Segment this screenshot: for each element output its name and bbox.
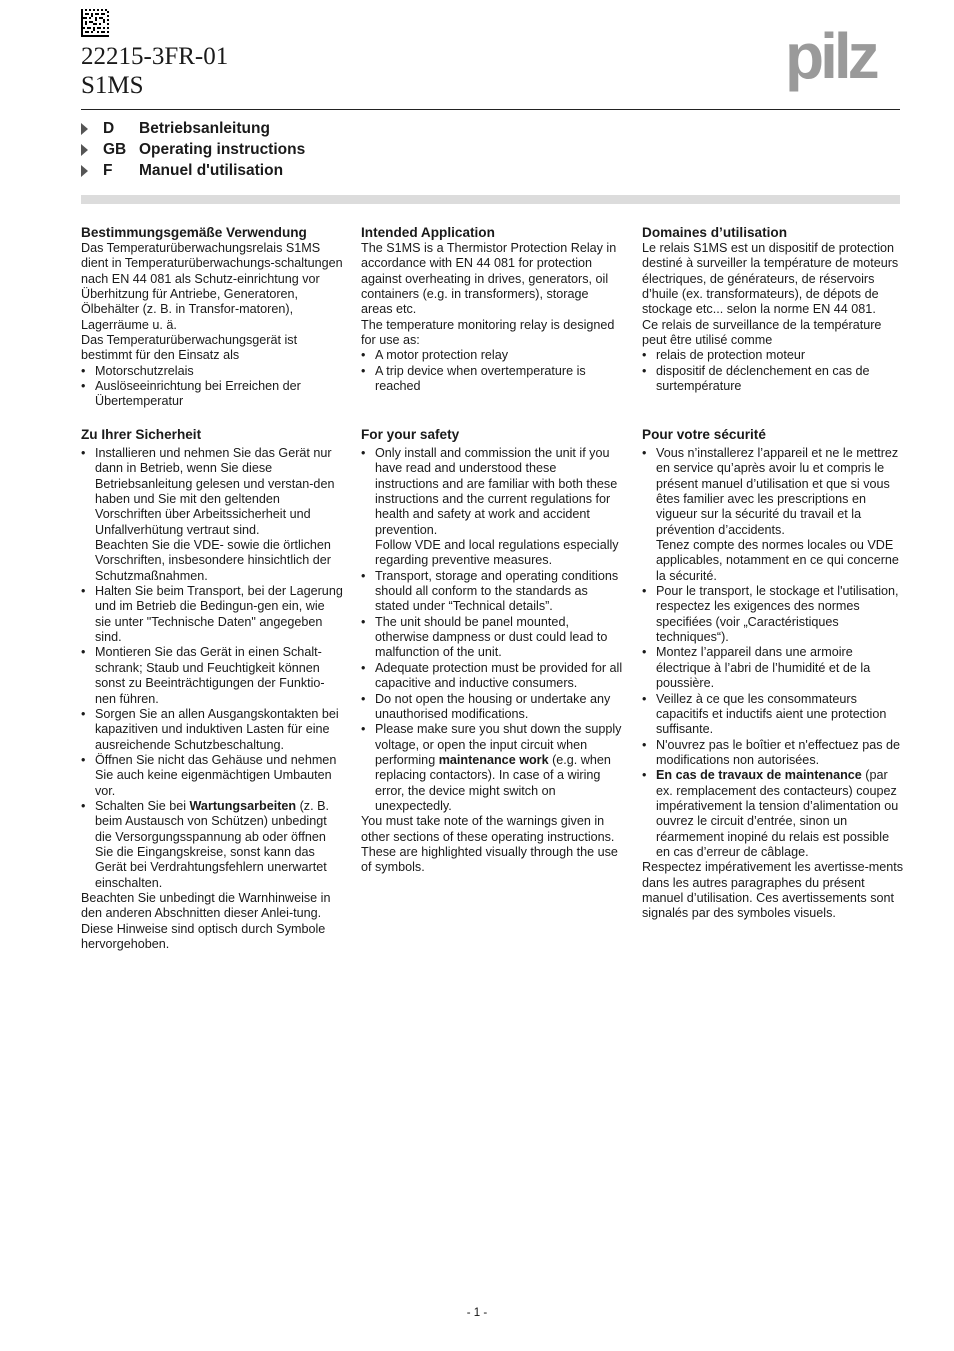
- paragraph: Das Temperaturüberwachungsrelais S1MS dient in Temperaturüberwachungs-schaltungen nach EN 44 081 als Schutz-einrichtung vor Überhitzung für Antriebe, Generatoren, Ölbehälter (z. B. in Transfor-matoren), Lagerräume u. ä.: [81, 241, 343, 332]
- triangle-right-icon: [81, 165, 103, 177]
- list-item: • Halten Sie beim Transport, bei der Lagerung und im Betrieb die Bedingun-gen ein, wie sie unter "Technische Daten" angegeben sind.: [81, 584, 343, 645]
- list-item: • A motor protection relay: [361, 348, 623, 363]
- list-item: • Sorgen Sie an allen Ausgangskontakten bei kapazitiven und induktiven Lasten für eine ausreichende Schutzbeschaltung.: [81, 707, 343, 753]
- list-item: • Montieren Sie das Gerät in einen Schalt-schrank; Staub und Feuchtigkeit können sonst zu Beeinträchtigungen der Funktio-nen führen.: [81, 645, 343, 706]
- paragraph: Ce relais de surveillance de la température peut être utilisé comme: [642, 317, 882, 348]
- section-title: Intended Application: [361, 225, 495, 240]
- section-title: Pour votre sécurité: [642, 427, 766, 442]
- text-run: (z. B. beim Austausch von Schützen) unbedingt die Versorgungsspannung ab oder öffnen Sie die Eingangskreise, sonst kann das Gerät bei Verdrahtungsfehlern unerwartet einschalten.: [95, 798, 329, 890]
- list-item: • N'ouvrez pas le boîtier et n'effectuez pas de modifications non autorisées.: [642, 738, 904, 769]
- language-list: [81, 118, 305, 181]
- bullet-list: [81, 446, 343, 891]
- list-item: • Pour le transport, le stockage et l'utilisation, respectez les exigences des normes specifiées (voir „Caractéristiques techniques“).: [642, 584, 904, 645]
- list-item: • Motorschutzrelais: [81, 364, 343, 379]
- bullet-list: [81, 364, 343, 410]
- list-item: [81, 799, 343, 891]
- text-run: Please make sure you shut down the supply voltage, or open the input circuit when performing: [375, 722, 622, 767]
- language-label: Betriebsanleitung: [139, 119, 270, 137]
- list-item: • Öffnen Sie nicht das Gehäuse und nehmen Sie auch keine eigenmächtigen Umbauten vor.: [81, 753, 343, 799]
- safety-section: [642, 427, 904, 922]
- list-item-text: Only install and commission the unit if you have read and understood these instructions and are familiar with both these instructions and the current regulations for health and safety at work and accident prevention.: [375, 446, 618, 537]
- list-item-text: Beachten Sie die VDE- sowie die örtlichen Vorschriften, insbesondere hinsichtlich der Schutzmaßnahmen.: [95, 538, 331, 583]
- list-item: • A trip device when overtemperature is reached: [361, 364, 623, 395]
- list-item: • relais de protection moteur: [642, 348, 904, 363]
- paragraph: You must take note of the warnings given in other sections of these operating instructions. These are highlighted visually through the use of symbols.: [361, 814, 618, 875]
- list-item: • Montez l’appareil dans une armoire électrique à l’abri de l’humidité et de la poussière.: [642, 645, 904, 691]
- emphasis: Wartungsarbeiten: [189, 798, 297, 813]
- list-item: • Adequate protection must be provided for all capacitive and inductive consumers.: [361, 661, 623, 692]
- column-german: [81, 225, 343, 951]
- paragraph: The S1MS is a Thermistor Protection Relay in accordance with EN 44 081 for protection against overheating in drives, generators, oil containers (e.g. in transformers), storage areas etc.: [361, 241, 617, 317]
- emphasis: maintenance work: [438, 752, 549, 767]
- list-item-text: Tenez compte des normes locales ou VDE applicables, notamment en ce qui concerne la sécurité.: [656, 538, 899, 583]
- list-item: • Do not open the housing or undertake any unauthorised modifications.: [361, 692, 623, 723]
- triangle-right-icon: [81, 144, 103, 156]
- triangle-right-icon: [81, 123, 103, 135]
- document-id: [81, 42, 228, 100]
- bullet-list: [642, 446, 904, 860]
- list-item: [642, 768, 904, 860]
- section-title: For your safety: [361, 427, 460, 442]
- paragraph: The temperature monitoring relay is designed for use as:: [361, 317, 615, 348]
- list-item: • The unit should be panel mounted, otherwise dampness or dust could lead to malfunction of the unit.: [361, 615, 623, 661]
- section-separator-bar: [81, 195, 900, 204]
- section-title: Zu Ihrer Sicherheit: [81, 427, 202, 442]
- paragraph: Le relais S1MS est un dispositif de protection destiné à surveiller la température de moteurs électriques, de générateurs, de réservoirs d’huile (ex. transformateurs), de dépots de stockage etc... selon la norme EN 44 081.: [642, 241, 899, 317]
- column-french: [642, 225, 904, 921]
- text-run: (e.g. when replacing contactors). In case of a wiring error, the device might switch on unexpectedly.: [375, 752, 611, 813]
- language-label: Operating instructions: [139, 140, 306, 158]
- bullet-list: [361, 446, 623, 814]
- safety-section: [361, 427, 623, 876]
- svg-text:pilz: pilz: [785, 28, 876, 92]
- list-item: • dispositif de déclenchement en cas de surtempérature: [642, 364, 904, 395]
- text-run: (par ex. remplacement des contacteurs) coupez impérativement la tension d’alimentation ou ouvrez le circuit d’entrée, sinon un réarmement inopiné du relais est possible en cas d’erreur de câblage.: [656, 768, 899, 859]
- paragraph: Das Temperaturüberwachungsgerät ist bestimmt für den Einsatz als: [81, 333, 298, 363]
- language-code: GB: [103, 140, 127, 158]
- list-item: • Veillez à ce que les consommateurs capacitifs et inductifs aient une protection suffisante.: [642, 692, 904, 738]
- bullet-list: [361, 348, 623, 394]
- language-item-fr: [81, 160, 305, 181]
- list-item: [642, 446, 904, 584]
- language-item-de: [81, 118, 305, 139]
- header-divider: [81, 109, 900, 110]
- emphasis: En cas de travaux de maintenance: [656, 768, 862, 783]
- list-item: [361, 722, 623, 814]
- list-item-text: Installieren und nehmen Sie das Gerät nur dann in Betrieb, wenn Sie diese Betriebsanleitung gelesen und verstan-den haben und Sie mit den geltenden Vorschriften über Arbeitssicherheit und Unfallverhütung vertraut sind.: [95, 446, 335, 537]
- language-item-gb: [81, 139, 305, 160]
- list-item-text: Follow VDE and local regulations especially regarding preventive measures.: [375, 538, 619, 568]
- list-item: [361, 446, 623, 569]
- page-number: - 1 -: [466, 1307, 488, 1319]
- bullet-list: [642, 348, 904, 394]
- doc-number: 22215-3FR-01: [81, 43, 229, 70]
- text-run: Schalten Sie bei: [95, 798, 190, 813]
- language-code: D: [103, 119, 115, 137]
- column-english: [361, 225, 623, 875]
- list-item: • Transport, storage and operating conditions should all conform to the standards as stated under “Technical details”.: [361, 569, 623, 615]
- safety-section: [81, 427, 343, 952]
- language-label: Manuel d'utilisation: [139, 161, 284, 179]
- list-item: [81, 446, 343, 584]
- list-item-text: Vous n’installerez l’appareil et ne le mettrez en service qu’après avoir lu et compris le présent manuel d’utilisation et que si vous êtes familier avec les prescriptions en vigueur sur la sécurité du travail et la prévention d’accidents.: [656, 446, 899, 537]
- paragraph: Beachten Sie unbedingt die Warnhinweise in den anderen Abschnitten dieser Anlei-tung. Diese Hinweise sind optisch durch Symbole hervorgehoben.: [81, 890, 331, 951]
- language-code: F: [103, 161, 113, 179]
- list-item: • Auslöseeinrichtung bei Erreichen der Übertemperatur: [81, 379, 343, 410]
- section-title: Bestimmungsgemäße Verwendung: [81, 225, 307, 240]
- product-name: S1MS: [81, 72, 144, 99]
- section-title: Domaines d’utilisation: [642, 225, 788, 240]
- datamatrix-code: [81, 9, 109, 37]
- paragraph: Respectez impérativement les avertisse-ments dans les autres paragraphes du présent manuel d’utilisation. Ces avertissements sont signalés par des symboles visuels.: [642, 860, 904, 921]
- pilz-logo: [785, 28, 901, 92]
